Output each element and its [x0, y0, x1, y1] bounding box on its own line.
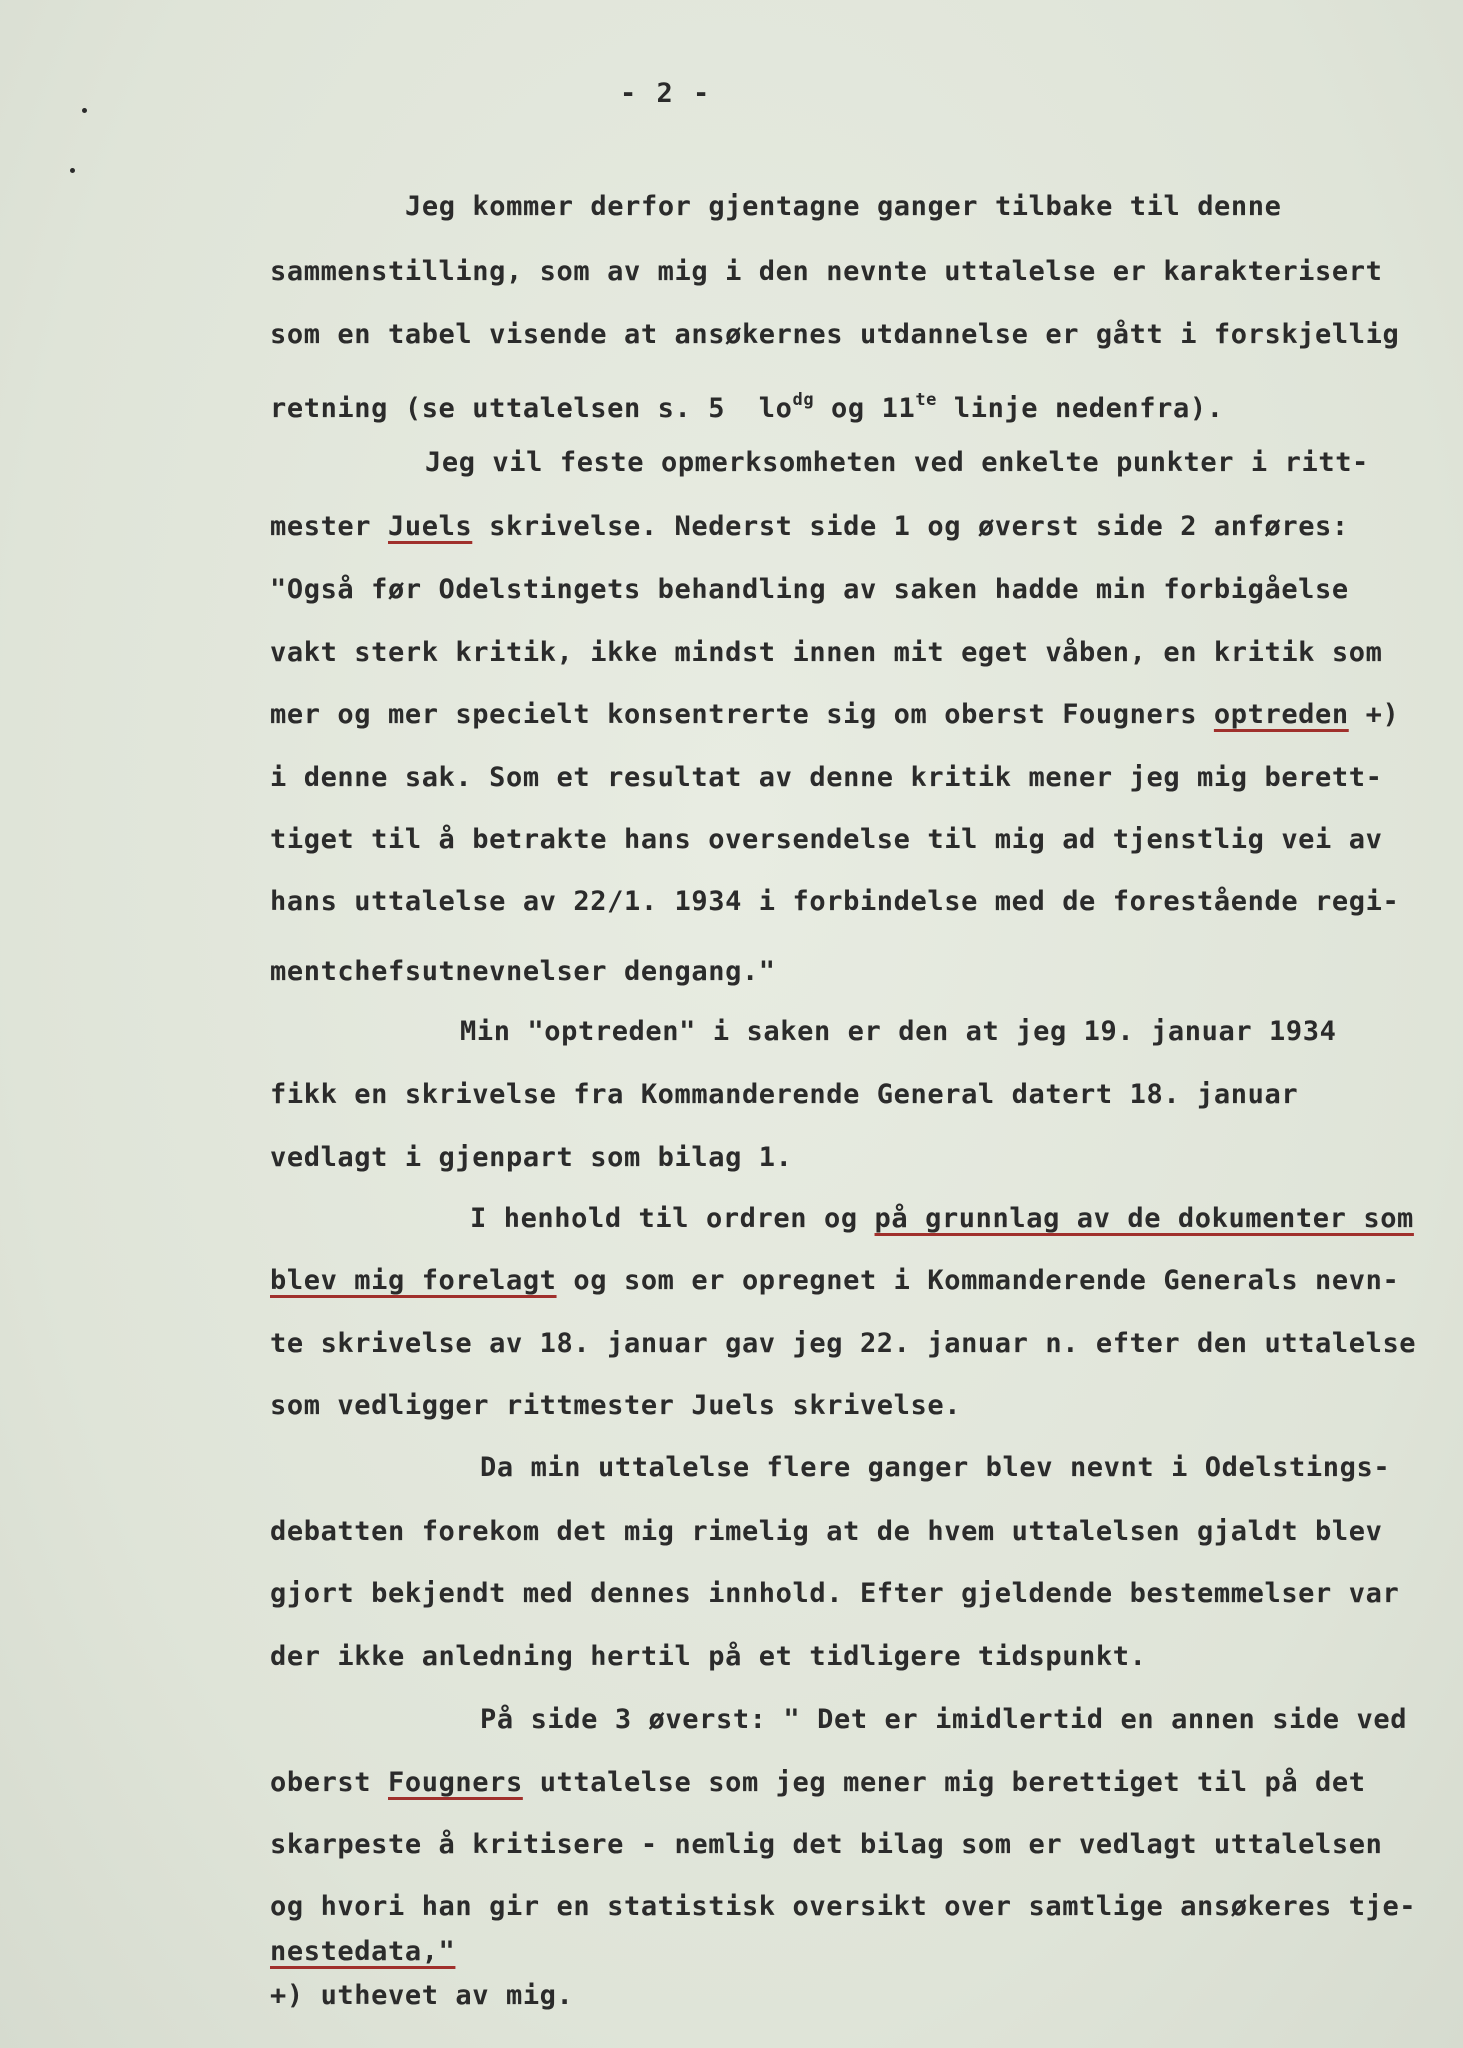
text-line: [270, 1577, 1399, 1611]
text-segment: skrivelse. Nederst side 1 og øverst side 2 anføres:: [472, 511, 1349, 542]
text-line: [270, 636, 1382, 670]
text-segment: Jeg kommer derfor gjentagne ganger tilbake til denne: [405, 191, 1282, 222]
text-segment: og hvori han gir en statistisk oversikt over samtlige ansøkeres tje-: [270, 1891, 1417, 1922]
text-segment: vedlagt i gjenpart som bilag 1.: [270, 1142, 793, 1173]
text-segment: Da min uttalelse flere ganger blev nevnt i Odelstings-: [480, 1452, 1391, 1483]
page-number: - 2 -: [620, 78, 712, 109]
text-line: [270, 510, 1349, 544]
text-line: [270, 1389, 961, 1423]
text-line: [270, 1078, 1298, 1112]
text-line: [270, 955, 776, 989]
text-line: [270, 761, 1382, 795]
text-segment: og som er opregnet i Kommanderende Generals nevn-: [556, 1265, 1400, 1296]
underlined-text: på grunnlag av de dokumenter som: [874, 1203, 1414, 1234]
text-segment: og 11: [814, 393, 916, 424]
text-segment: fikk en skrivelse fra Kommanderende General datert 18. januar: [270, 1079, 1299, 1110]
text-segment: retning (se uttalelsen s. 5 lo: [270, 393, 793, 424]
text-segment: skarpeste å kritisere - nemlig det bilag som er vedlagt uttalelsen: [270, 1829, 1383, 1860]
text-segment: tiget til å betrakte hans oversendelse til mig ad tjenstlig vei av: [270, 824, 1383, 855]
underlined-text: nestedata,": [270, 1936, 456, 1967]
text-segment: +) uthevet av mig.: [270, 1980, 574, 2011]
text-line: [270, 1766, 1366, 1800]
text-line: [270, 255, 1382, 289]
text-line: [270, 885, 1399, 919]
text-line: [270, 1890, 1416, 1924]
underlined-text: Juels: [388, 511, 473, 542]
text-segment: mester: [270, 511, 388, 542]
text-segment: vakt sterk kritik, ikke mindst innen mit eget våben, en kritik som: [270, 637, 1383, 668]
margin-dot: [70, 168, 75, 173]
text-line: [460, 1015, 1336, 1049]
text-segment: I henhold til ordren og: [470, 1203, 875, 1234]
text-line: [270, 1515, 1382, 1549]
text-segment: uttalelse som jeg mener mig berettiget til på det: [522, 1767, 1366, 1798]
text-line: [270, 318, 1399, 352]
text-segment: mentchefsutnevnelser dengang.": [270, 956, 776, 987]
text-line: [270, 823, 1382, 857]
text-line: [270, 1979, 573, 2013]
text-line: [480, 1703, 1407, 1737]
underlined-text: blev mig forelagt: [270, 1265, 557, 1296]
text-segment: Jeg vil feste opmerksomheten ved enkelte punkter i ritt-: [425, 447, 1369, 478]
text-segment: +): [1348, 699, 1400, 730]
text-segment: Min "optreden" i saken er den at jeg 19. januar 1934: [460, 1016, 1337, 1047]
text-segment: gjort bekjendt med dennes innhold. Efter gjeldende bestemmelser var: [270, 1578, 1400, 1609]
text-segment: som en tabel visende at ansøkernes utdannelse er gått i forskjellig: [270, 319, 1400, 350]
text-line: [270, 1141, 793, 1175]
text-segment: linje nedenfra).: [937, 393, 1224, 424]
text-segment: mer og mer specielt konsentrerte sig om oberst Fougners: [270, 699, 1214, 730]
text-segment: der ikke anledning hertil på et tidligere tidspunkt.: [270, 1641, 1147, 1672]
text-line: [270, 383, 1224, 426]
text-line: [270, 573, 1349, 607]
text-line: [425, 446, 1369, 480]
text-line: [470, 1202, 1414, 1236]
text-segment: oberst: [270, 1767, 388, 1798]
text-line: [405, 190, 1281, 224]
text-segment: På side 3 øverst: " Det er imidlertid en annen side ved: [480, 1704, 1408, 1735]
superscript-text: dg: [792, 390, 815, 410]
superscript-text: te: [915, 390, 938, 410]
text-segment: hans uttalelse av 22/1. 1934 i forbindelse med de forestående regi-: [270, 886, 1400, 917]
text-line: [270, 1828, 1382, 1862]
underlined-text: optreden: [1213, 699, 1349, 730]
margin-dot: [82, 108, 87, 113]
text-segment: sammenstilling, som av mig i den nevnte uttalelse er karakterisert: [270, 256, 1383, 287]
text-segment: te skrivelse av 18. januar gav jeg 22. januar n. efter den uttalelse: [270, 1328, 1417, 1359]
text-segment: "Også før Odelstingets behandling av saken hadde min forbigåelse: [270, 574, 1349, 605]
underlined-text: Fougners: [388, 1767, 523, 1798]
text-line: [270, 1935, 455, 1969]
text-segment: debatten forekom det mig rimelig at de hvem uttalelsen gjaldt blev: [270, 1516, 1383, 1547]
text-line: [480, 1451, 1390, 1485]
text-segment: som vedligger rittmester Juels skrivelse.: [270, 1390, 962, 1421]
text-line: [270, 698, 1399, 732]
text-line: [270, 1640, 1146, 1674]
text-line: [270, 1327, 1416, 1361]
text-line: [270, 1264, 1399, 1298]
text-segment: i denne sak. Som et resultat av denne kritik mener jeg mig berett-: [270, 762, 1383, 793]
